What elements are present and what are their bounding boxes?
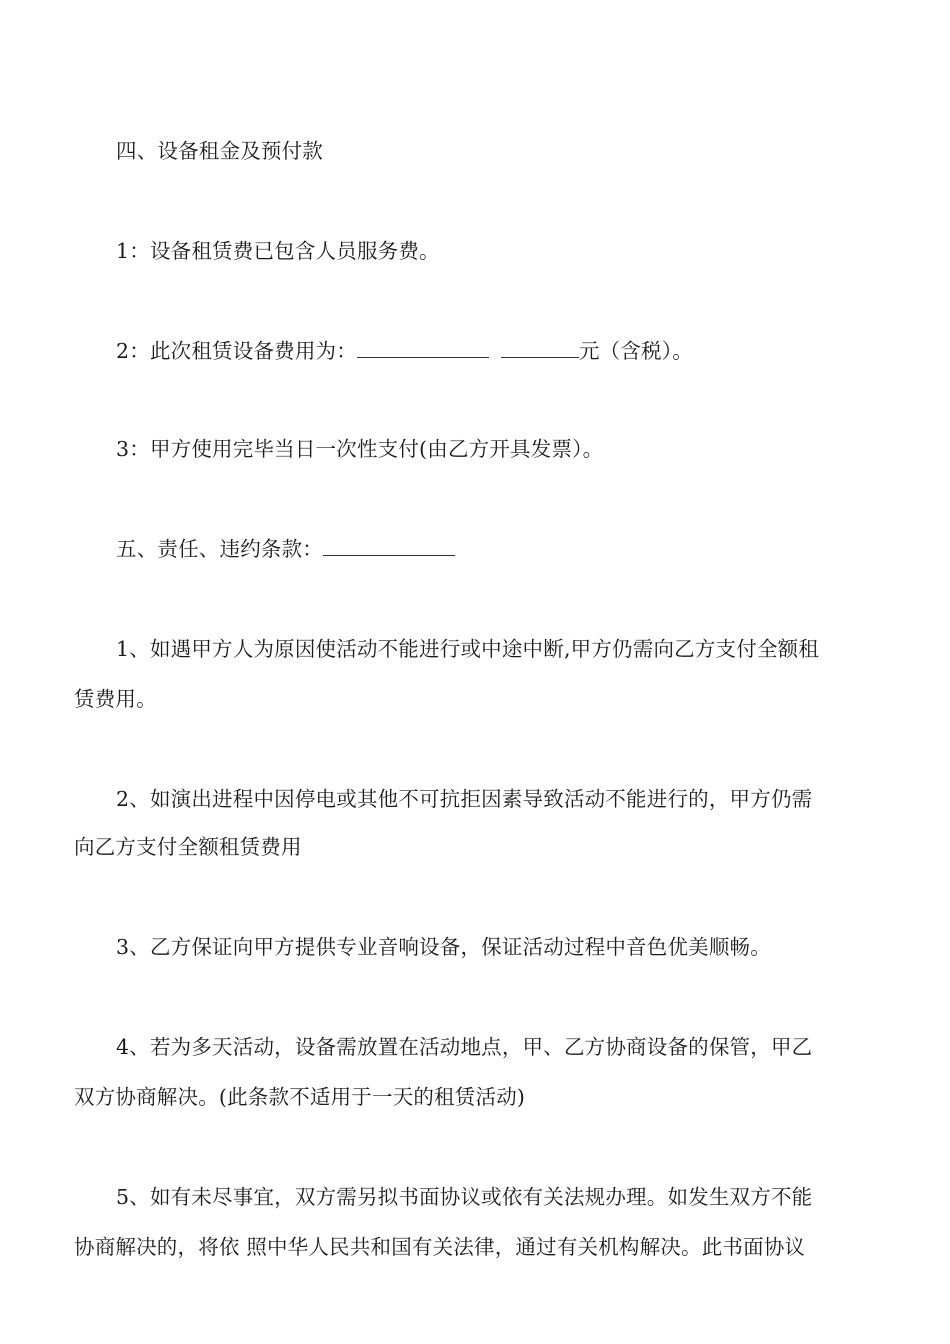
clause-5-line-1: 5、如有未尽事宜，双方需另拟书面协议或依有关法规办理。如发生双方不能 <box>116 1185 813 1209</box>
section-4-item-1: 1：设备租赁费已包含人员服务费。 <box>116 239 440 263</box>
section-5-heading <box>116 532 880 566</box>
liability-blank <box>323 535 455 556</box>
clause-2-line-2: 向乙方支付全额租赁费用 <box>74 835 302 859</box>
clause-4-line-2: 双方协商解决。(此条款不适用于一天的租赁活动) <box>74 1085 526 1109</box>
section-5-heading-text: 五、责任、违约条款： <box>116 537 323 561</box>
clause-2-line-1: 2、如演出进程中因停电或其他不可抗拒因素导致活动不能进行的，甲方仍需 <box>116 787 813 811</box>
section-4-heading: 四、设备租金及预付款 <box>116 139 323 163</box>
section-4-item-2-prefix: 2：此次租赁设备费用为： <box>116 339 357 363</box>
clause-3: 3、乙方保证向甲方提供专业音响设备，保证活动过程中音色优美顺畅。 <box>116 935 771 959</box>
clause-5-line-2: 协商解决的，将依 照中华人民共和国有关法律，通过有关机构解决。此书面协议 <box>74 1235 806 1259</box>
clause-1-line-2: 赁费用。 <box>74 687 157 711</box>
fee-blank-2 <box>501 337 579 358</box>
section-4-item-2 <box>116 334 880 368</box>
fee-blank-1 <box>357 337 489 358</box>
clause-1-line-1: 1、如遇甲方人为原因使活动不能进行或中途中断,甲方仍需向乙方支付全额租 <box>116 637 820 661</box>
clause-4-line-1: 4、若为多天活动，设备需放置在活动地点，甲、乙方协商设备的保管，甲乙 <box>116 1035 813 1059</box>
section-4-item-3: 3：甲方使用完毕当日一次性支付(由乙方开具发票）。 <box>116 437 604 461</box>
section-4-item-2-suffix: 元（含税）。 <box>578 339 693 363</box>
